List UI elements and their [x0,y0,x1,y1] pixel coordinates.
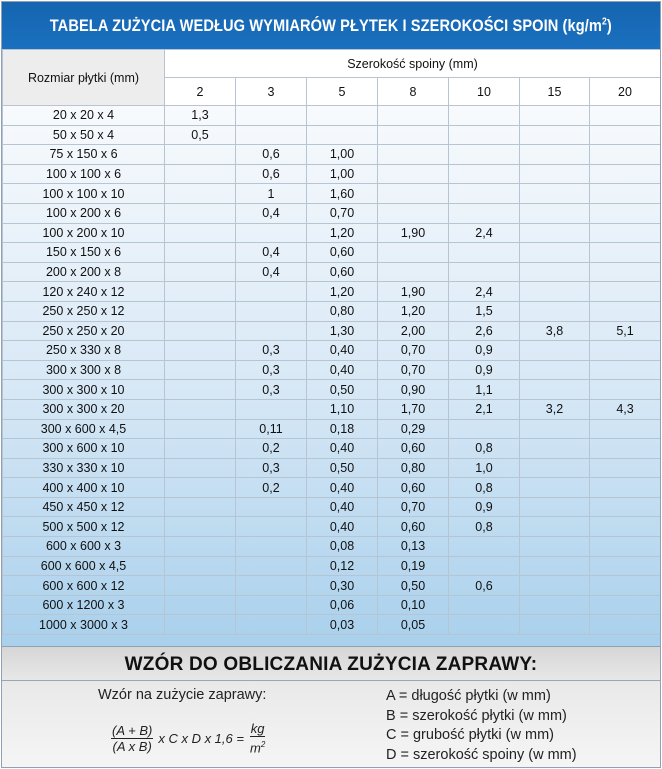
consumption-cell: 0,3 [236,360,307,380]
consumption-cell: 3,2 [520,399,590,419]
table-row [3,106,661,126]
consumption-cell: 0,2 [236,478,307,498]
consumption-cell [520,615,590,635]
consumption-cell: 0,70 [307,203,378,223]
formula-divider [2,680,660,681]
joint-width-col-3: 3 [236,78,307,106]
consumption-cell [236,537,307,557]
legend-item: D = szerokość spoiny (w mm) [386,746,577,763]
tile-size-cell: 100 x 200 x 10 [3,223,165,243]
consumption-cell [449,262,520,282]
tile-size-cell: 250 x 330 x 8 [3,341,165,361]
consumption-cell: 0,06 [307,595,378,615]
consumption-cell [236,595,307,615]
consumption-cell [165,380,236,400]
consumption-cell: 2,1 [449,399,520,419]
consumption-cell [590,301,661,321]
consumption-cell [520,184,590,204]
consumption-cell [520,243,590,263]
table-row [3,537,661,557]
consumption-cell: 0,8 [449,478,520,498]
consumption-cell [378,164,449,184]
table-row [3,321,661,341]
formula-denominator: (A x B) [112,738,152,754]
tile-size-cell: 300 x 300 x 10 [3,380,165,400]
tile-size-cell: 600 x 600 x 12 [3,576,165,596]
tile-size-cell: 50 x 50 x 4 [3,125,165,145]
tile-size-cell: 400 x 400 x 10 [3,478,165,498]
consumption-cell [165,223,236,243]
consumption-cell: 0,9 [449,341,520,361]
consumption-cell [378,125,449,145]
joint-width-col-10: 10 [449,78,520,106]
formula-unit-numerator: kg [250,721,265,736]
consumption-cell [520,517,590,537]
formula-middle: x C x D x 1,6 = [158,730,244,746]
consumption-cell: 4,3 [590,399,661,419]
tile-size-cell: 600 x 600 x 3 [3,537,165,557]
consumption-cell [236,576,307,596]
legend-item: B = szerokość płytki (w mm) [386,707,567,724]
consumption-cell [236,399,307,419]
table-row [3,282,661,302]
tile-size-cell: 100 x 100 x 10 [3,184,165,204]
consumption-table-area [2,49,660,646]
table-row [3,556,661,576]
formula-unit-denominator [249,737,266,755]
consumption-cell [165,576,236,596]
consumption-cell [520,164,590,184]
tile-size-cell: 1000 x 3000 x 3 [3,615,165,635]
legend-item: A = długość płytki (w mm) [386,688,551,704]
consumption-cell: 0,80 [307,301,378,321]
consumption-cell: 0,2 [236,439,307,459]
tile-size-cell: 120 x 240 x 12 [3,282,165,302]
consumption-cell [520,576,590,596]
consumption-cell [590,439,661,459]
consumption-cell [236,106,307,126]
consumption-cell [165,341,236,361]
consumption-cell [236,517,307,537]
consumption-cell [520,380,590,400]
consumption-cell: 1,00 [307,164,378,184]
consumption-cell [590,164,661,184]
formula-unit-fraction [249,721,266,755]
consumption-cell: 2,4 [449,282,520,302]
table-row [3,458,661,478]
consumption-cell: 0,40 [307,478,378,498]
consumption-cell: 0,80 [378,458,449,478]
consumption-cell: 2,6 [449,321,520,341]
consumption-cell [165,497,236,517]
table-row [3,595,661,615]
title-bar [2,2,660,49]
consumption-cell: 0,40 [307,439,378,459]
consumption-cell [236,615,307,635]
consumption-cell [520,360,590,380]
consumption-cell [590,615,661,635]
consumption-cell [590,360,661,380]
consumption-cell [520,419,590,439]
consumption-cell: 1,30 [307,321,378,341]
formula-fraction [111,723,153,754]
consumption-cell [165,615,236,635]
page-title [50,16,612,36]
joint-width-col-15: 15 [520,78,590,106]
consumption-cell: 0,3 [236,380,307,400]
consumption-cell [165,145,236,165]
consumption-cell [520,223,590,243]
consumption-cell [165,556,236,576]
consumption-cell: 1,90 [378,223,449,243]
consumption-cell [590,145,661,165]
consumption-cell: 0,08 [307,537,378,557]
consumption-cell [165,243,236,263]
tile-size-cell: 330 x 330 x 10 [3,458,165,478]
consumption-cell: 1 [236,184,307,204]
consumption-cell: 0,8 [449,517,520,537]
title-main: TABELA ZUŻYCIA WEDŁUG WYMIARÓW PŁYTEK I SZEROKOŚCI SPOIN (kg/m [49,15,603,35]
table-row [3,380,661,400]
tile-size-cell: 75 x 150 x 6 [3,145,165,165]
consumption-cell: 1,20 [307,223,378,243]
tile-size-cell: 300 x 600 x 4,5 [3,419,165,439]
consumption-cell: 0,40 [307,517,378,537]
consumption-cell [590,262,661,282]
table-row [3,164,661,184]
consumption-cell [520,556,590,576]
consumption-cell: 0,9 [449,497,520,517]
consumption-cell [520,439,590,459]
consumption-cell: 1,3 [165,106,236,126]
tile-size-cell: 150 x 150 x 6 [3,243,165,263]
consumption-cell [165,262,236,282]
consumption-cell [378,106,449,126]
table-row [3,145,661,165]
consumption-cell: 1,00 [307,145,378,165]
consumption-cell [165,537,236,557]
legend-item: C = grubość płytki (w mm) [386,727,554,743]
table-row [3,243,661,263]
consumption-cell: 0,13 [378,537,449,557]
joint-width-col-5: 5 [307,78,378,106]
consumption-cell [449,243,520,263]
table-row [3,478,661,498]
consumption-cell: 0,70 [378,341,449,361]
joint-width-col-8: 8 [378,78,449,106]
consumption-cell [590,497,661,517]
consumption-cell: 0,3 [236,341,307,361]
consumption-cell: 0,40 [307,360,378,380]
consumption-cell: 0,60 [378,517,449,537]
consumption-cell: 0,6 [449,576,520,596]
consumption-cell [165,164,236,184]
consumption-cell [590,184,661,204]
consumption-cell: 0,70 [378,497,449,517]
formula-unit-m: m [249,740,261,756]
consumption-cell: 0,3 [236,458,307,478]
consumption-cell: 0,50 [307,458,378,478]
consumption-cell [165,399,236,419]
consumption-cell: 0,60 [378,439,449,459]
consumption-cell [378,145,449,165]
consumption-cell [590,537,661,557]
tile-size-header: Rozmiar płytki (mm) [3,50,165,106]
consumption-cell [520,145,590,165]
consumption-cell [449,615,520,635]
consumption-cell [520,125,590,145]
consumption-cell [378,262,449,282]
tile-size-cell: 300 x 300 x 20 [3,399,165,419]
consumption-cell: 3,8 [520,321,590,341]
consumption-cell [449,106,520,126]
consumption-cell [590,595,661,615]
consumption-cell [449,537,520,557]
consumption-cell [590,203,661,223]
consumption-cell: 0,50 [378,576,449,596]
consumption-cell [520,341,590,361]
table-row [3,262,661,282]
consumption-cell [307,125,378,145]
consumption-cell [590,478,661,498]
consumption-cell [590,282,661,302]
consumption-cell: 0,90 [378,380,449,400]
consumption-cell: 0,10 [378,595,449,615]
tile-size-cell: 500 x 500 x 12 [3,517,165,537]
consumption-cell [520,537,590,557]
table-row [3,301,661,321]
consumption-cell: 0,60 [378,478,449,498]
consumption-cell [236,556,307,576]
consumption-cell [449,203,520,223]
consumption-cell [590,125,661,145]
consumption-cell: 1,20 [307,282,378,302]
joint-width-header: Szerokość spoiny (mm) [165,50,661,78]
formula-intro: Wzór na zużycie zaprawy: [98,687,267,703]
consumption-cell [165,184,236,204]
consumption-cell [590,419,661,439]
consumption-cell [449,125,520,145]
title-close: ) [607,15,613,35]
consumption-cell [520,282,590,302]
consumption-cell: 0,18 [307,419,378,439]
consumption-cell [590,517,661,537]
consumption-cell: 1,1 [449,380,520,400]
consumption-cell: 1,70 [378,399,449,419]
table-row [3,223,661,243]
formula-unit-sup: 2 [260,740,266,749]
consumption-cell [236,321,307,341]
table-row [3,360,661,380]
consumption-cell [590,556,661,576]
tile-size-cell: 300 x 300 x 8 [3,360,165,380]
tile-size-cell: 200 x 200 x 8 [3,262,165,282]
consumption-cell: 0,4 [236,262,307,282]
consumption-cell [590,106,661,126]
consumption-sheet [1,1,661,768]
tile-size-cell: 450 x 450 x 12 [3,497,165,517]
consumption-cell [165,203,236,223]
consumption-cell: 0,40 [307,497,378,517]
consumption-cell [165,439,236,459]
consumption-cell: 0,60 [307,243,378,263]
table-row [3,125,661,145]
consumption-cell: 0,9 [449,360,520,380]
consumption-cell [590,341,661,361]
consumption-cell: 0,19 [378,556,449,576]
consumption-cell [165,419,236,439]
consumption-cell: 0,03 [307,615,378,635]
tile-size-cell: 100 x 200 x 6 [3,203,165,223]
consumption-cell [236,282,307,302]
consumption-cell [236,301,307,321]
consumption-cell: 5,1 [590,321,661,341]
consumption-cell [165,478,236,498]
consumption-cell [165,321,236,341]
consumption-cell [236,497,307,517]
consumption-cell [520,203,590,223]
consumption-cell: 0,29 [378,419,449,439]
consumption-cell: 1,20 [378,301,449,321]
consumption-cell [378,243,449,263]
consumption-cell [590,458,661,478]
consumption-cell [165,595,236,615]
table-row [3,399,661,419]
consumption-cell [165,301,236,321]
consumption-cell [520,478,590,498]
consumption-cell: 1,0 [449,458,520,478]
consumption-cell [165,517,236,537]
table-row [3,184,661,204]
consumption-cell [590,223,661,243]
consumption-cell: 0,70 [378,360,449,380]
consumption-cell: 0,5 [165,125,236,145]
formula-legend [386,687,577,765]
title-superscript: 2 [602,15,608,27]
consumption-cell [165,360,236,380]
consumption-cell: 0,4 [236,203,307,223]
consumption-cell [520,497,590,517]
tile-size-cell: 20 x 20 x 4 [3,106,165,126]
consumption-cell [165,458,236,478]
table-row [3,497,661,517]
consumption-cell [520,301,590,321]
consumption-cell [520,106,590,126]
consumption-cell [449,184,520,204]
table-row [3,341,661,361]
consumption-cell [520,458,590,478]
consumption-cell [449,419,520,439]
consumption-cell [378,203,449,223]
table-row [3,203,661,223]
consumption-cell [449,595,520,615]
consumption-cell [236,223,307,243]
consumption-cell [307,106,378,126]
table-row [3,439,661,459]
formula-expression [108,721,269,755]
tile-size-cell: 250 x 250 x 20 [3,321,165,341]
consumption-cell: 0,60 [307,262,378,282]
consumption-cell: 0,6 [236,145,307,165]
consumption-cell [590,380,661,400]
formula-numerator: (A + B) [112,722,153,738]
table-row [3,576,661,596]
consumption-cell: 1,10 [307,399,378,419]
consumption-cell: 0,12 [307,556,378,576]
consumption-cell: 0,05 [378,615,449,635]
tile-size-cell: 600 x 600 x 4,5 [3,556,165,576]
table-body [3,106,661,635]
consumption-cell [165,282,236,302]
consumption-cell: 0,4 [236,243,307,263]
table-row [3,517,661,537]
consumption-cell: 0,30 [307,576,378,596]
consumption-cell: 1,5 [449,301,520,321]
tile-size-cell: 300 x 600 x 10 [3,439,165,459]
consumption-cell [590,243,661,263]
consumption-cell [236,125,307,145]
consumption-cell: 0,40 [307,341,378,361]
consumption-cell [378,184,449,204]
consumption-cell: 2,00 [378,321,449,341]
joint-width-col-2: 2 [165,78,236,106]
consumption-cell: 0,8 [449,439,520,459]
joint-width-col-20: 20 [590,78,661,106]
consumption-cell [449,145,520,165]
formula-title: WZÓR DO OBLICZANIA ZUŻYCIA ZAPRAWY: [124,654,538,675]
table-row [3,419,661,439]
tile-size-cell: 250 x 250 x 12 [3,301,165,321]
consumption-cell [520,595,590,615]
consumption-cell [449,164,520,184]
consumption-table [2,49,661,635]
consumption-cell: 2,4 [449,223,520,243]
consumption-cell: 1,60 [307,184,378,204]
consumption-cell: 0,11 [236,419,307,439]
table-row [3,615,661,635]
consumption-cell: 0,50 [307,380,378,400]
formula-section [2,646,660,767]
consumption-cell: 1,90 [378,282,449,302]
tile-size-cell: 600 x 1200 x 3 [3,595,165,615]
consumption-cell: 0,6 [236,164,307,184]
consumption-cell [520,262,590,282]
consumption-cell [449,556,520,576]
tile-size-cell: 100 x 100 x 6 [3,164,165,184]
consumption-cell [590,576,661,596]
